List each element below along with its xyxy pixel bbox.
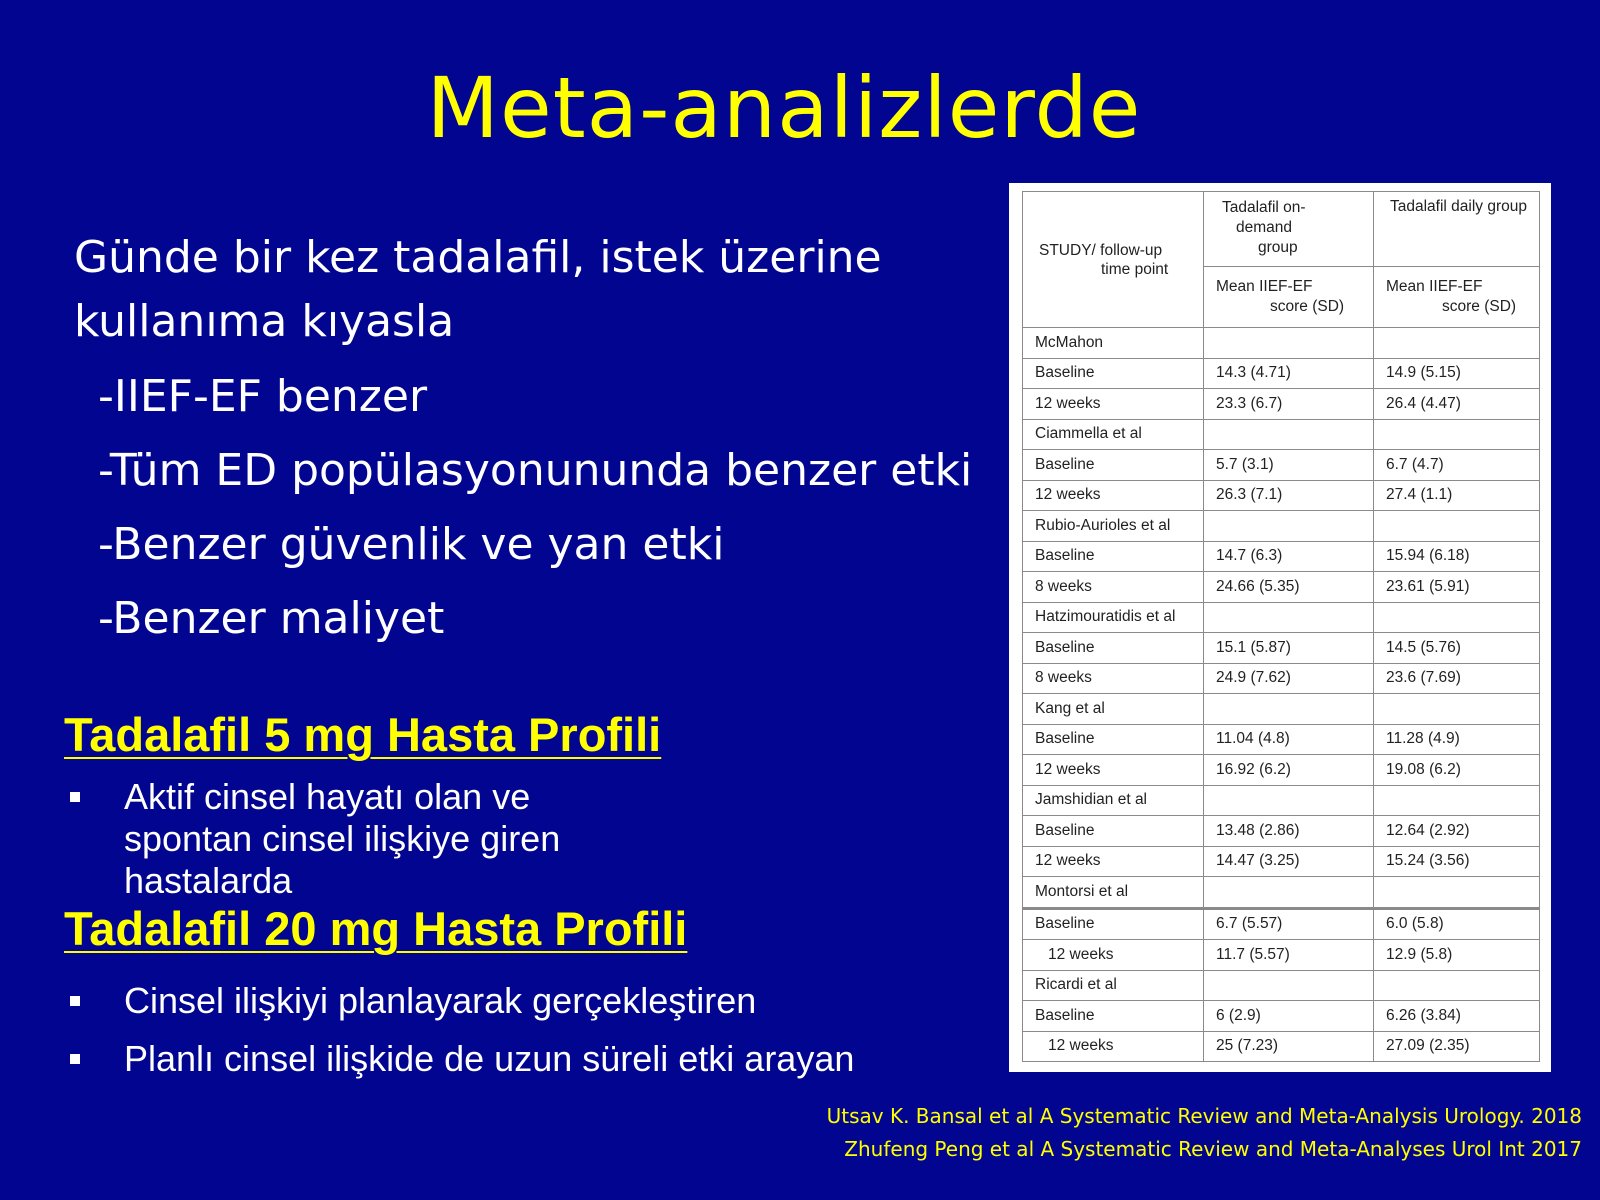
study-empty-cell	[1204, 602, 1374, 633]
daily-score: 27.4 (1.1)	[1374, 480, 1540, 511]
study-empty-cell	[1204, 419, 1374, 450]
comparison-item: -Tüm ED popülasyonununda benzer etki	[98, 445, 973, 496]
daily-score: 23.61 (5.91)	[1374, 572, 1540, 603]
study-empty-cell	[1374, 511, 1540, 542]
study-name: Hatzimouratidis et al	[1023, 602, 1204, 633]
table-row	[1023, 389, 1540, 420]
time-point: Baseline	[1023, 541, 1204, 572]
time-point: Baseline	[1023, 358, 1204, 389]
daily-score: 15.24 (3.56)	[1374, 846, 1540, 877]
study-group-row	[1023, 511, 1540, 542]
daily-score: 19.08 (6.2)	[1374, 755, 1540, 786]
daily-score: 11.28 (4.9)	[1374, 724, 1540, 755]
time-point: 12 weeks	[1023, 846, 1204, 877]
time-point: Baseline	[1023, 724, 1204, 755]
comparison-item: -IIEF-EF benzer	[98, 371, 428, 422]
references	[827, 1100, 1582, 1166]
study-empty-cell	[1374, 328, 1540, 359]
on-demand-score: 24.9 (7.62)	[1204, 663, 1374, 694]
daily-score: 6.0 (5.8)	[1374, 908, 1540, 940]
profile-20mg-heading: Tadalafil 20 mg Hasta Profili	[64, 902, 688, 955]
daily-score: 26.4 (4.47)	[1374, 389, 1540, 420]
table-row	[1023, 816, 1540, 847]
study-group-row	[1023, 602, 1540, 633]
daily-score: 14.9 (5.15)	[1374, 358, 1540, 389]
reference-line: Utsav K. Bansal et al A Systematic Review and Meta-Analysis Urology. 2018	[826, 1104, 1582, 1128]
study-group-row	[1023, 970, 1540, 1001]
time-point: 12 weeks	[1023, 1031, 1204, 1062]
study-empty-cell	[1204, 511, 1374, 542]
time-point: 8 weeks	[1023, 663, 1204, 694]
study-group-row	[1023, 785, 1540, 816]
daily-score: 27.09 (2.35)	[1374, 1031, 1540, 1062]
time-point: Baseline	[1023, 450, 1204, 481]
study-group-row	[1023, 328, 1540, 359]
on-demand-score: 15.1 (5.87)	[1204, 633, 1374, 664]
header-metric-daily: Mean IIEF-EF score (SD)	[1374, 267, 1540, 328]
study-name: McMahon	[1023, 328, 1204, 359]
study-group-row	[1023, 419, 1540, 450]
profile-20mg-item	[66, 1030, 966, 1088]
study-name: Jamshidian et al	[1023, 785, 1204, 816]
study-table	[1022, 191, 1540, 1062]
table-row	[1023, 663, 1540, 694]
study-empty-cell	[1374, 419, 1540, 450]
profile-20mg-item-text: Cinsel ilişkiyi planlayarak gerçekleştiren	[124, 980, 757, 1021]
time-point: 12 weeks	[1023, 480, 1204, 511]
study-name: Montorsi et al	[1023, 877, 1204, 909]
study-table-body	[1023, 328, 1540, 1062]
daily-score: 6.7 (4.7)	[1374, 450, 1540, 481]
profile-20mg-list	[66, 972, 966, 1088]
study-empty-cell	[1374, 602, 1540, 633]
table-row	[1023, 908, 1540, 940]
study-empty-cell	[1374, 694, 1540, 725]
header-study: STUDY/ follow-up time point	[1023, 192, 1204, 328]
time-point: Baseline	[1023, 633, 1204, 664]
comparison-item: -Benzer maliyet	[98, 593, 445, 644]
table-row	[1023, 541, 1540, 572]
study-empty-cell	[1204, 694, 1374, 725]
on-demand-score: 23.3 (6.7)	[1204, 389, 1374, 420]
time-point: Baseline	[1023, 908, 1204, 940]
comparison-item: -Benzer güvenlik ve yan etki	[98, 519, 725, 570]
table-row	[1023, 724, 1540, 755]
table-row	[1023, 1031, 1540, 1062]
table-row	[1023, 572, 1540, 603]
table-row	[1023, 358, 1540, 389]
study-name: Kang et al	[1023, 694, 1204, 725]
study-empty-cell	[1374, 877, 1540, 909]
on-demand-score: 13.48 (2.86)	[1204, 816, 1374, 847]
comparison-list	[98, 360, 978, 656]
intro-text	[74, 226, 974, 354]
profile-5mg-line: Aktif cinsel hayatı olan ve	[124, 776, 531, 817]
time-point: 12 weeks	[1023, 755, 1204, 786]
intro-line-1: Günde bir kez tadalafil, istek üzerine	[74, 232, 882, 283]
on-demand-score: 25 (7.23)	[1204, 1031, 1374, 1062]
table-row	[1023, 480, 1540, 511]
daily-score: 23.6 (7.69)	[1374, 663, 1540, 694]
on-demand-score: 5.7 (3.1)	[1204, 450, 1374, 481]
bullet-square-icon	[70, 792, 80, 802]
study-group-row	[1023, 694, 1540, 725]
time-point: Baseline	[1023, 816, 1204, 847]
on-demand-score: 14.7 (6.3)	[1204, 541, 1374, 572]
table-row	[1023, 1001, 1540, 1032]
profile-5mg-line: hastalarda	[124, 860, 293, 901]
profile-5mg-heading: Tadalafil 5 mg Hasta Profili	[64, 708, 662, 761]
study-empty-cell	[1374, 785, 1540, 816]
study-group-row	[1023, 877, 1540, 909]
table-row	[1023, 633, 1540, 664]
on-demand-score: 11.04 (4.8)	[1204, 724, 1374, 755]
study-empty-cell	[1374, 970, 1540, 1001]
time-point: 8 weeks	[1023, 572, 1204, 603]
table-row	[1023, 940, 1540, 971]
study-name: Rubio-Aurioles et al	[1023, 511, 1204, 542]
on-demand-score: 14.47 (3.25)	[1204, 846, 1374, 877]
header-metric-on-demand: Mean IIEF-EF score (SD)	[1204, 267, 1374, 328]
study-empty-cell	[1204, 877, 1374, 909]
reference-line: Zhufeng Peng et al A Systematic Review and Meta-Analyses Urol Int 2017	[844, 1137, 1582, 1161]
on-demand-score: 26.3 (7.1)	[1204, 480, 1374, 511]
daily-score: 12.9 (5.8)	[1374, 940, 1540, 971]
profile-20mg-item	[66, 972, 966, 1030]
on-demand-score: 11.7 (5.57)	[1204, 940, 1374, 971]
bullet-square-icon	[70, 1054, 80, 1064]
daily-score: 15.94 (6.18)	[1374, 541, 1540, 572]
profile-5mg-item	[66, 776, 686, 902]
study-empty-cell	[1204, 970, 1374, 1001]
study-empty-cell	[1204, 328, 1374, 359]
bullet-square-icon	[70, 996, 80, 1006]
profile-5mg-list	[66, 776, 686, 902]
table-row	[1023, 846, 1540, 877]
table-row	[1023, 755, 1540, 786]
table-row	[1023, 450, 1540, 481]
on-demand-score: 6.7 (5.57)	[1204, 908, 1374, 940]
slide-title: Meta-analizlerde	[426, 59, 1142, 157]
time-point: 12 weeks	[1023, 940, 1204, 971]
header-on-demand: Tadalafil on- demand group	[1204, 192, 1374, 267]
study-empty-cell	[1204, 785, 1374, 816]
intro-line-2: kullanıma kıyasla	[74, 296, 455, 347]
time-point: Baseline	[1023, 1001, 1204, 1032]
profile-20mg-item-text: Planlı cinsel ilişkide de uzun süreli etki arayan	[124, 1038, 855, 1079]
on-demand-score: 16.92 (6.2)	[1204, 755, 1374, 786]
study-table-card	[1009, 183, 1551, 1072]
daily-score: 12.64 (2.92)	[1374, 816, 1540, 847]
study-name: Ciammella et al	[1023, 419, 1204, 450]
profile-5mg-line: spontan cinsel ilişkiye giren	[124, 818, 561, 859]
daily-score: 14.5 (5.76)	[1374, 633, 1540, 664]
on-demand-score: 14.3 (4.71)	[1204, 358, 1374, 389]
daily-score: 6.26 (3.84)	[1374, 1001, 1540, 1032]
header-daily: Tadalafil daily group	[1374, 192, 1540, 267]
time-point: 12 weeks	[1023, 389, 1204, 420]
on-demand-score: 24.66 (5.35)	[1204, 572, 1374, 603]
on-demand-score: 6 (2.9)	[1204, 1001, 1374, 1032]
study-name: Ricardi et al	[1023, 970, 1204, 1001]
